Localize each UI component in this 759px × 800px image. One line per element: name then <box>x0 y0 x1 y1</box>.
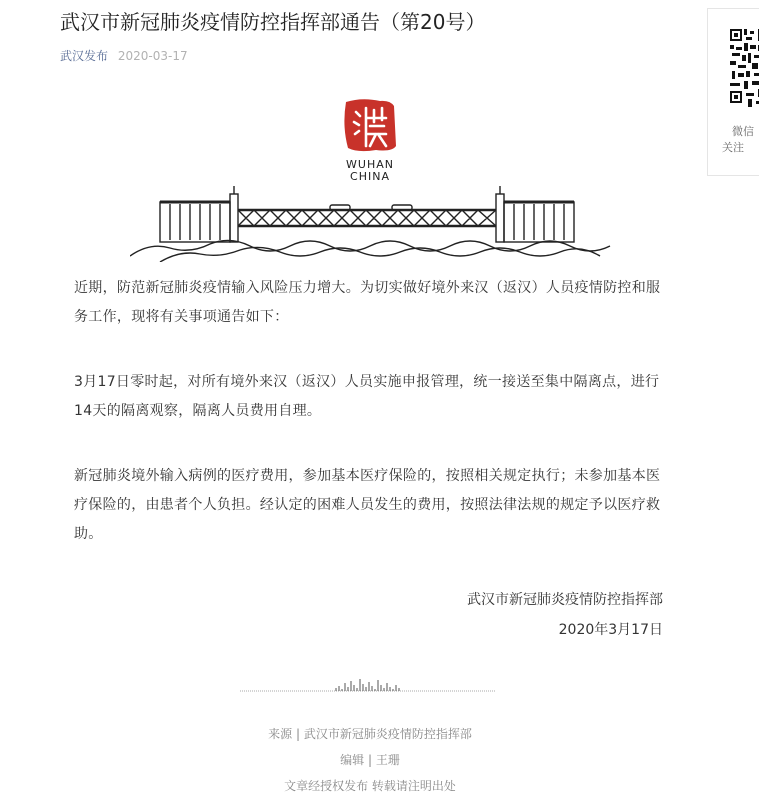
paragraph-medical-cost: 新冠肺炎境外输入病例的医疗费用，参加基本医疗保险的，按照相关规定执行；未参加基本医疗保险的，由患者个人负担。经认定的困难人员发生的费用，按照法律法规的规定予以医疗救助。 <box>74 468 661 542</box>
waveform-divider <box>240 676 496 694</box>
qr-code-image <box>728 27 759 113</box>
footer-editor: 编辑 | 王珊 <box>340 753 400 767</box>
wuhan-seal-logo <box>344 99 396 151</box>
article-meta <box>60 48 188 64</box>
qr-code-panel[interactable] <box>707 8 759 176</box>
paragraph-quarantine: 3月17日零时起，对所有境外来汉（返汉）人员实施申报管理，统一接送至集中隔离点，进行14天的隔离观察，隔离人员费用自理。 <box>74 374 660 419</box>
bridge-illustration <box>130 186 610 262</box>
qr-caption-follow: 关注 <box>722 141 744 154</box>
publish-date: 2020-03-17 <box>117 49 188 63</box>
wuhan-bridge-banner <box>130 96 620 262</box>
footer-copyright: 文章经授权发布 转载请注明出处 <box>284 779 456 793</box>
logo-text-china: CHINA <box>350 170 390 183</box>
article-title: 武汉市新冠肺炎疫情防控指挥部通告（第20号） <box>60 10 486 34</box>
qr-caption-wechat: 微信 <box>732 125 754 138</box>
signature-date: 2020年3月17日 <box>558 622 663 638</box>
source-link[interactable]: 武汉发布 <box>60 49 109 63</box>
paragraph-intro: 近期，防范新冠肺炎疫情输入风险压力增大。为切实做好境外来汉（返汉）人员疫情防控和服务工作，现将有关事项通告如下： <box>74 280 661 325</box>
signature-org: 武汉市新冠肺炎疫情防控指挥部 <box>467 592 663 608</box>
footer-source: 来源 | 武汉市新冠肺炎疫情防控指挥部 <box>268 727 472 741</box>
logo-text-wuhan: WUHAN <box>346 158 394 171</box>
